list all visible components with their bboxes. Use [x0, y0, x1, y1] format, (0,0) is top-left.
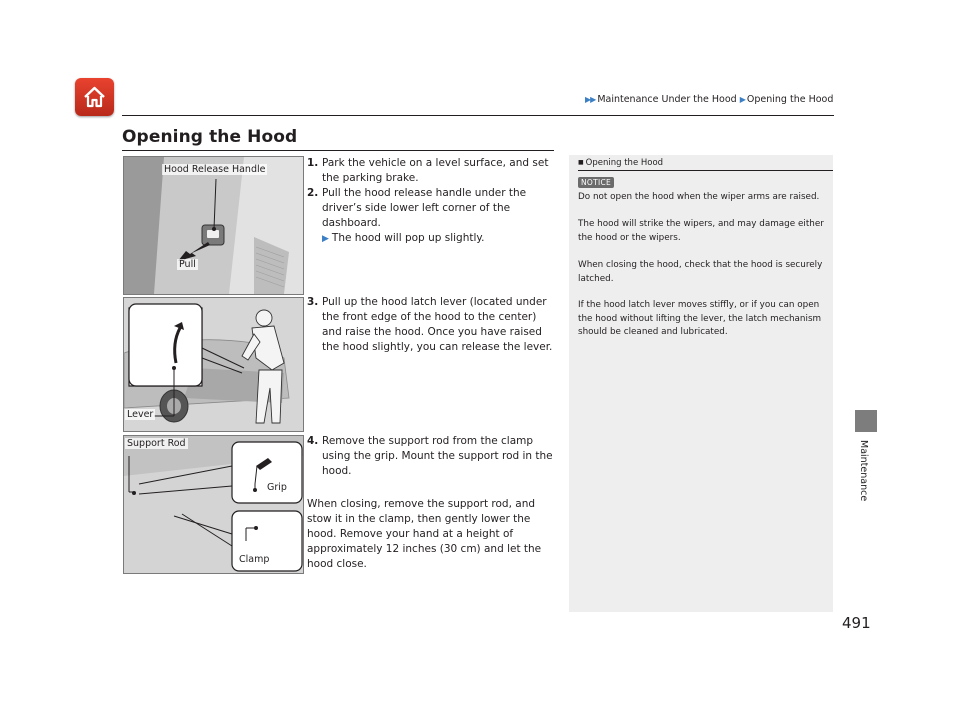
double-triangle-icon: ▶▶	[585, 95, 596, 104]
step-number: 3.	[307, 296, 319, 308]
label-lever: Lever	[127, 409, 154, 420]
label-grip: Grip	[267, 482, 287, 493]
step-3	[307, 295, 559, 355]
breadcrumb-link-maintenance[interactable]: Maintenance Under the Hood	[597, 94, 737, 105]
side-tab-label-text: Maintenance	[858, 440, 869, 502]
figure-hood-release-handle	[123, 156, 304, 295]
note-paragraph-1: Do not open the hood when the wiper arms are raised.	[578, 192, 820, 202]
note-paragraph-4: If the hood latch lever moves stiffly, or if you can open the hood without lifting the lever, the latch mechanism should be cleaned and lubricated.	[578, 300, 822, 337]
note-title-text: Opening the Hood	[585, 158, 664, 168]
step-text: Pull up the hood latch lever (located under the front edge of the hood to the center) and raise the hood. Once you have raised the hood slightly, you can release the lever.	[322, 296, 553, 353]
label-pull: Pull	[179, 259, 196, 270]
note-rule	[578, 170, 833, 171]
triangle-icon: ▶	[739, 95, 745, 104]
breadcrumb-current: Opening the Hood	[746, 94, 834, 105]
step-text: Park the vehicle on a level surface, and set the parking brake.	[322, 157, 549, 184]
label-support-rod: Support Rod	[127, 438, 186, 449]
closing-paragraph	[307, 497, 557, 572]
page-number: 491	[842, 614, 871, 632]
side-tab-marker[interactable]	[855, 410, 877, 432]
note-paragraph-2: The hood will strike the wipers, and may damage either the hood or the wipers.	[578, 219, 824, 243]
step-number: 1.	[307, 157, 319, 169]
figure-hood-latch-lever	[123, 297, 304, 432]
title-rule	[122, 150, 554, 151]
breadcrumb	[585, 94, 833, 105]
note-paragraph-3: When closing the hood, check that the hood is securely latched.	[578, 260, 823, 284]
step-text: Remove the support rod from the clamp using the grip. Mount the support rod in the hood.	[322, 435, 553, 477]
label-clamp: Clamp	[239, 554, 270, 565]
figure-support-rod	[123, 435, 304, 574]
side-tab-label[interactable]	[848, 440, 884, 520]
note-marker-icon: ■	[578, 159, 584, 166]
step-2	[307, 186, 559, 247]
step-text: Pull the hood release handle under the driver’s side lower left corner of the dashboard.	[322, 187, 527, 229]
step-4	[307, 434, 559, 479]
header-rule	[122, 115, 834, 116]
triangle-arrow-icon: ▶	[322, 234, 329, 244]
step-result-text: The hood will pop up slightly.	[331, 232, 485, 244]
step-number: 2.	[307, 187, 319, 199]
note-title	[578, 158, 663, 168]
step-result	[307, 231, 559, 247]
step-number: 4.	[307, 435, 319, 447]
label-hood-release-handle: Hood Release Handle	[164, 164, 266, 175]
support-rod-illustration	[124, 436, 303, 573]
hood-release-illustration	[124, 157, 303, 294]
step-1	[307, 156, 559, 186]
home-icon	[82, 85, 107, 109]
home-button[interactable]	[75, 78, 114, 116]
notice-badge: NOTICE	[578, 177, 614, 188]
closing-text: When closing, remove the support rod, and stow it in the clamp, then gently lower the hood. Remove your hand at a height of approximately 12 inches (30 cm) and let the hood close.	[307, 498, 542, 570]
page-title: Opening the Hood	[122, 127, 298, 147]
